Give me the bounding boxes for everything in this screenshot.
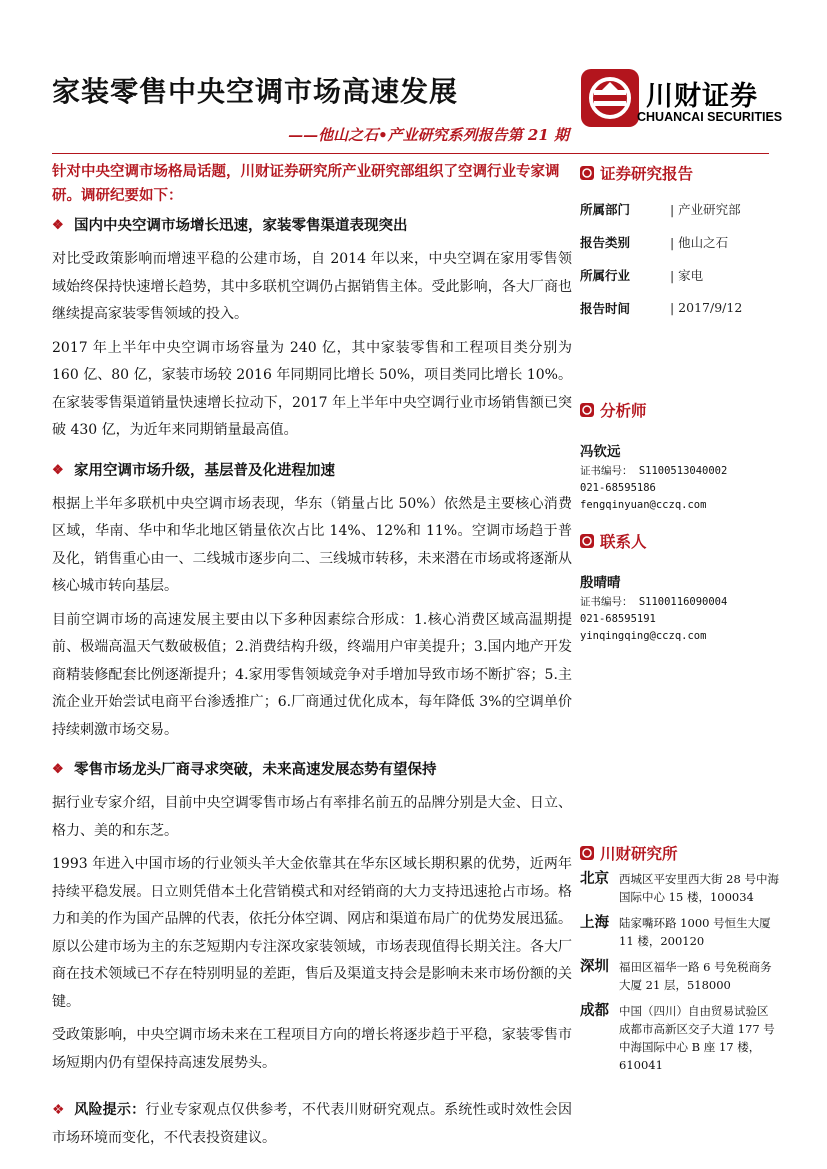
analyst-name: 冯钦远 <box>580 444 621 460</box>
section-heading-text: 国内中央空调市场增长迅速，家装零售渠道表现突出 <box>74 217 408 234</box>
intro-paragraph: 针对中央空调市场格局话题，川财证券研究所产业研究部组织了空调行业专家调研。调研纪要如下： <box>52 163 560 204</box>
report-info-heading-text: 证券研究报告 <box>600 164 694 183</box>
meta-row-date <box>580 291 780 324</box>
meta-row-category <box>580 225 780 258</box>
diamond-bullet-icon: ❖ <box>52 462 64 478</box>
sidebar <box>580 160 780 1082</box>
paragraph: 根据上半年多联机中央空调市场表现，华东（销量占比 50%）依然是主要核心消费区域，华南、华中和华北地区销量依次占比 14%、12%和 11%。空调市场趋于普及化，销售重心由一、二线城市逐步向二、三线城市转移，未来潜在市场或将逐渐从核心城市转向基层。 <box>52 495 572 594</box>
logo-name-en: CHUANCAI SECURITIES <box>637 110 783 124</box>
paragraph: 2017 年上半年中央空调市场容量为 240 亿，其中家装零售和工程项目类分别为 160 亿、80 亿，家装市场较 2016 年同期同比增长 50%，项目类同比增长 10%。在家装零售渠道销量快速增长拉动下，2017 年上半年中央空调行业市场销售额已突破 430 亿，为近年来同期销量最高值。 <box>52 339 572 438</box>
section-heading-1 <box>52 214 572 238</box>
contact-heading <box>580 528 780 554</box>
diamond-bullet-icon: ❖ <box>52 218 64 233</box>
office-city: 成都 <box>580 1002 609 1019</box>
contact-phone: 021-68595191 <box>580 613 656 625</box>
diamond-bullet-icon: ❖ <box>52 762 64 777</box>
logo-name-cn: 川财证券 <box>646 81 758 112</box>
section-heading-text: 家用空调市场升级，基层普及化进程加速 <box>74 461 335 479</box>
meta-value: | 家电 <box>670 267 704 283</box>
header-divider <box>52 153 769 154</box>
report-title: 家装零售中央空调市场高速发展 <box>52 75 459 108</box>
office-beijing <box>580 870 780 906</box>
main-content <box>52 160 572 1158</box>
office-chengdu <box>580 1002 780 1074</box>
contact-cert: 证书编号： S1100116090004 <box>580 596 728 608</box>
section-heading-3 <box>52 758 572 782</box>
meta-row-department <box>580 192 780 225</box>
report-info-heading <box>580 160 780 186</box>
paragraph: 对比受政策影响而增速平稳的公建市场，自 2014 年以来，中央空调在家用零售领域始终保持快速增长趋势，其中多联机空调仍占据销售主体。受此影响，各大厂商也继续提高家装零售领域的投入。 <box>52 251 572 322</box>
meta-key: 所属行业 <box>580 267 631 283</box>
meta-key: 所属部门 <box>580 201 631 217</box>
company-mark-icon <box>580 166 594 180</box>
paragraph: 1993 年进入中国市场的行业领头羊大金依靠其在华东区域长期积累的优势，近两年持续平稳发展。日立则凭借本土化营销模式和对经销商的大力支持迅速抢占市场。格力和美的作为国产品牌的代表，依托分体空调、网店和渠道布局广的优势发展迅猛。原以公建市场为主的东芝短期内专注深攻家装领域，市场表现值得长期关注。各大厂商在技术领域已不存在特别明显的差距，售后及渠道支持会是影响未来市场份额的关键。 <box>52 856 572 1010</box>
meta-key: 报告时间 <box>580 300 631 316</box>
section-heading-2 <box>52 459 572 483</box>
office-city: 上海 <box>580 914 609 931</box>
company-mark-icon <box>580 846 594 860</box>
section-heading-text: 零售市场龙头厂商寻求突破，未来高速发展态势有望保持 <box>74 761 437 778</box>
paragraph: 据行业专家介绍，目前中央空调零售市场占有率排名前五的品牌分别是大金、日立、格力、美的和东芝。 <box>52 795 572 839</box>
institute-heading-text: 川财研究所 <box>600 844 678 863</box>
office-address: 福田区福华一路 6 号免税商务大厦 21 层，518000 <box>619 960 772 992</box>
company-mark-icon <box>580 534 594 548</box>
company-mark-icon <box>580 403 594 417</box>
office-city: 深圳 <box>580 958 609 975</box>
analyst-heading-text: 分析师 <box>600 401 647 420</box>
meta-row-industry <box>580 258 780 291</box>
paragraph: 目前空调市场的高速发展主要由以下多种因素综合形成：1.核心消费区域高温期提前、极端高温天气数破极值；2.消费结构升级，终端用户审美提升；3.国内地产开发商精装修配套比例逐渐提升；4.家用零售领域竞争对手增加导致市场不断扩容；5.主流企业开始尝试电商平台渗透推广；6.厂商通过优化成本，每年降低 3%的空调单价持续刺激市场交易。 <box>52 611 572 738</box>
office-address: 中国（四川）自由贸易试验区成都市高新区交子大道 177 号中海国际中心 B 座 17 楼，610041 <box>619 1004 775 1072</box>
institute-heading <box>580 840 780 866</box>
report-series-subtitle: ——他山之石•产业研究系列报告第 21 期 <box>288 126 569 144</box>
contact-name: 殷晴晴 <box>580 575 621 591</box>
meta-value: | 2017/9/12 <box>670 300 743 315</box>
risk-text: 行业专家观点仅供参考，不代表川财研究观点。系统性或时效性会因市场环境而变化，不代表投资建议。 <box>52 1102 573 1146</box>
office-city: 北京 <box>580 870 609 887</box>
office-shanghai <box>580 914 780 950</box>
diamond-bullet-icon: ❖ <box>52 1102 65 1118</box>
office-shenzhen <box>580 958 780 994</box>
analyst-cert: 证书编号： S1100513040002 <box>580 465 728 477</box>
risk-label: 风险提示： <box>74 1102 146 1118</box>
analyst-heading <box>580 397 780 423</box>
contact-heading-text: 联系人 <box>600 532 647 551</box>
analyst-phone: 021-68595186 <box>580 482 656 494</box>
meta-value: | 他山之石 <box>670 234 729 250</box>
risk-warning <box>52 1097 572 1152</box>
meta-value: | 产业研究部 <box>670 201 741 217</box>
office-address: 陆家嘴环路 1000 号恒生大厦 11 楼，200120 <box>619 916 771 948</box>
contact-email[interactable]: yinqingqing@cczq.com <box>580 630 707 642</box>
company-logo-icon <box>580 68 640 128</box>
meta-key: 报告类别 <box>580 234 631 250</box>
analyst-email[interactable]: fengqinyuan@cczq.com <box>580 499 707 511</box>
office-address: 西城区平安里西大街 28 号中海国际中心 15 楼，100034 <box>619 872 779 904</box>
paragraph: 受政策影响，中央空调市场未来在工程项目方向的增长将逐步趋于平稳，家装零售市场短期内仍有望保持高速发展势头。 <box>52 1027 572 1071</box>
